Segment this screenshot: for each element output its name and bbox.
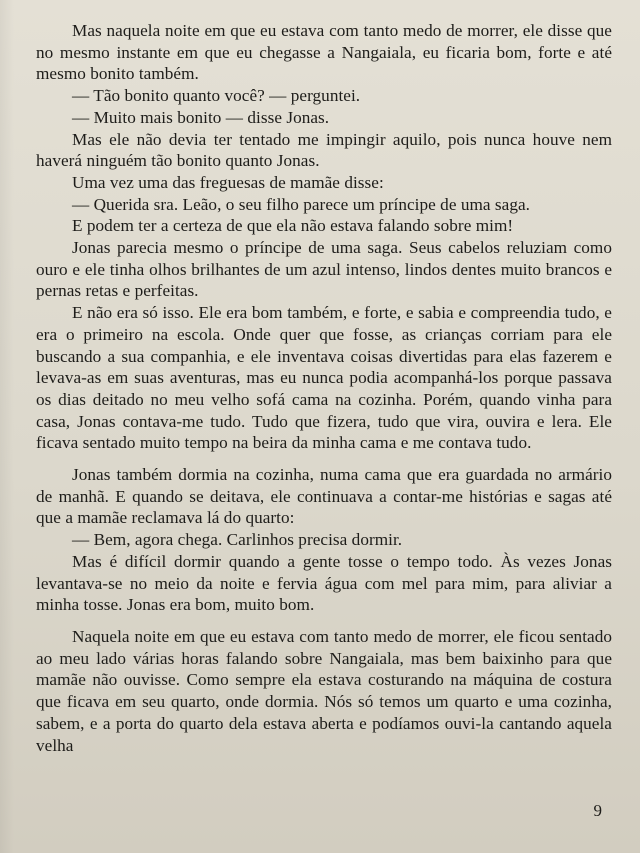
paragraph: E não era só isso. Ele era bom também, e forte, e sabia e compreendia tudo, e era o primeiro na escola. Onde quer que fosse, as crianças corriam para ele buscando a sua companhia, e ele inventava coisas divertidas para elas fazerem e levava-as em suas aventuras, mas eu nunca podia acompanhá-los porque passava os dias deitado no meu velho sofá cama na cozinha. Porém, quando vinha para casa, Jonas contava-me tudo. Tudo que fizera, tudo que vira, ouvira e lera. Ele ficava sentado muito tempo na beira da minha cama e me contava tudo. xyxy=(36,303,612,453)
paragraph: — Muito mais bonito — disse Jonas. xyxy=(72,107,330,127)
paragraph: — Bem, agora chega. Carlinhos precisa dormir. xyxy=(72,530,403,550)
paragraph: — Querida sra. Leão, o seu filho parece um príncipe de uma saga. xyxy=(72,194,531,214)
paragraph: Mas é difícil dormir quando a gente tosse o tempo todo. Às vezes Jonas levantava-se no meio da noite e fervia água com mel para mim, para aliviar a minha tosse. Jonas era bom, muito bom. xyxy=(36,551,612,615)
paragraph: Jonas parecia mesmo o príncipe de uma saga. Seus cabelos reluziam como ouro e ele tinha olhos brilhantes de um azul intenso, lindos dentes muito brancos e pernas retas e perfeitas. xyxy=(36,238,612,301)
paragraph: Uma vez uma das freguesas de mamãe disse: xyxy=(72,172,384,192)
page-number: 9 xyxy=(593,801,602,820)
paragraph: Naquela noite em que eu estava com tanto medo de morrer, ele ficou sentado ao meu lado várias horas falando sobre Nangaiala, mas bem baixinho para que mamãe não ouvisse. Como sempre ela estava costurando na máquina de costura que ficava em seu quarto, onde dormia. Nós só temos um quarto e uma cozinha, sabem, e a porta do quarto dela estava aberta e podíamos ouvi-la cantando aquela velha xyxy=(36,626,612,755)
paragraph: E podem ter a certeza de que ela não estava falando sobre mim! xyxy=(72,216,514,236)
paragraph: Mas ele não devia ter tentado me impingir aquilo, pois nunca houve nem haverá ninguém tão bonito quanto Jonas. xyxy=(36,129,612,171)
body-text xyxy=(36,20,612,756)
paragraph: Jonas também dormia na cozinha, numa cama que era guardada no armário de manhã. E quando se deitava, ele continuava a contar-me histórias e sagas até que a mamãe reclamava lá do quarto: xyxy=(36,465,612,528)
paragraph: Mas naquela noite em que eu estava com tanto medo de morrer, ele disse que no mesmo instante em que eu chegasse a Nangaiala, eu ficaria bom, forte e até mesmo bonito também. xyxy=(36,21,612,84)
paragraph: — Tão bonito quanto você? — perguntei. xyxy=(72,86,361,106)
page-edge-shadow xyxy=(0,0,14,853)
